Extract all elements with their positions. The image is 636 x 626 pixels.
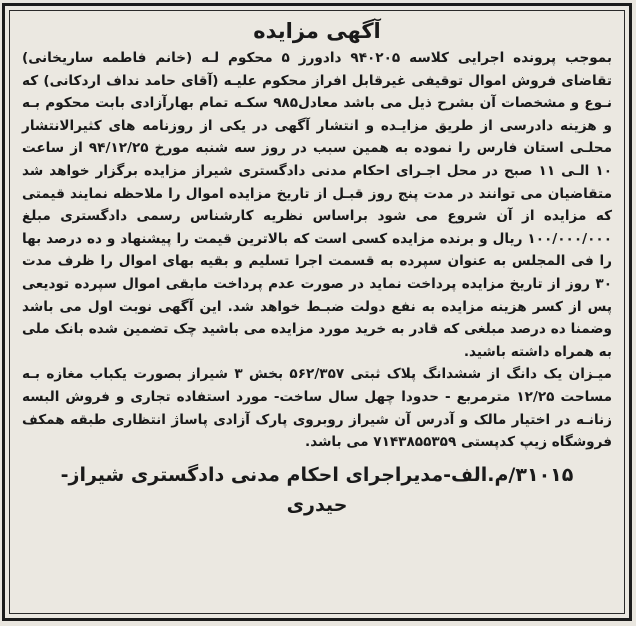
notice-paragraph-1: بموجب پرونده اجرایی کلاسه ۹۴۰۲۰۵ دادورز ۵ محکوم لـه (خانم فاطمه ساریخانی) تقاضای فروش اموال توقیفی غیرقابل افراز محکوم علیـه (آقای حامد نداف اردکانی) که نـوع و مشخصات آن بشرح ذیل می باشد معادل۹۸۵ سکـه تمام بهارآزادی بابت محکوم بـه و هزینه دادرسی از طریق مزایـده و انتشار آگهی در یکی از روزنامه های کثیرالانتشار محلـی استان فارس را نموده به همین سبب در روز سه شنبه مورخ ۹۴/۱۲/۲۵ از ساعت ۱۰ الـی ۱۱ صبح در محل اجـرای احکام مدنی دادگستری شیراز مزایده برگزار خواهد شد متقاضیان می توانند در مدت پنج روز قبـل از تاریخ مزایده اموال را ملاحظه نمایند قیمتی که مزایده از آن شروع می شود براساس نظریه کارشناس رسمی دادگستری مبلغ ۱۰۰/۰۰۰/۰۰۰ ریال و برنده مزایده کسی است که بالاترین قیمت را پیشنهاد و ده درصد بها را فی المجلس به عنوان سپرده به قسمت اجرا تسلیم و بقیه بهای اموال را ظرف مدت ۳۰ روز از تاریخ مزایده پرداخت نماید در صورت عدم پرداخت مابقی اموال سپرده تودیعی پس از کسر هزینه مزایده به نفع دولت ضبـط خواهد شد. این آگهی نوبت اول می باشد وضمنا ده درصد مبلغی که قادر به خرید مورد مزایده می باشید چک تضمین شده بانک ملی به همراه داشته باشید. — [22, 50, 612, 360]
signature-line-2: حیدری — [286, 493, 348, 516]
notice-inner-border — [9, 10, 625, 614]
notice-frame — [2, 3, 632, 621]
notice-body — [22, 47, 612, 454]
notice-paragraph-2: میـزان یک دانگ از ششدانگ پلاک ثبتی ۵۶۲/۳۵۷ بخش ۳ شیراز بصورت یکباب مغازه بـه مساحت ۱۲/۲۵ مترمربع - حدودا چهل سال ساخت- مورد استفاده تجاری و فروش البسه زنانـه در اختیار مالک و آدرس آن شیراز روبروی پارک آزادی پاساژ انتظاری طبقه همکف فروشگاه زیپ کدپستی ۷۱۴۳۸۵۵۳۵۹ می باشد. — [22, 366, 612, 451]
signature-line-1: ۳۱۰۱۵/م.الف-مدیراجرای احکام مدنی دادگستری شیراز- — [60, 463, 574, 486]
notice-signature — [22, 460, 612, 520]
notice-title: آگهی مزایده — [253, 19, 381, 43]
